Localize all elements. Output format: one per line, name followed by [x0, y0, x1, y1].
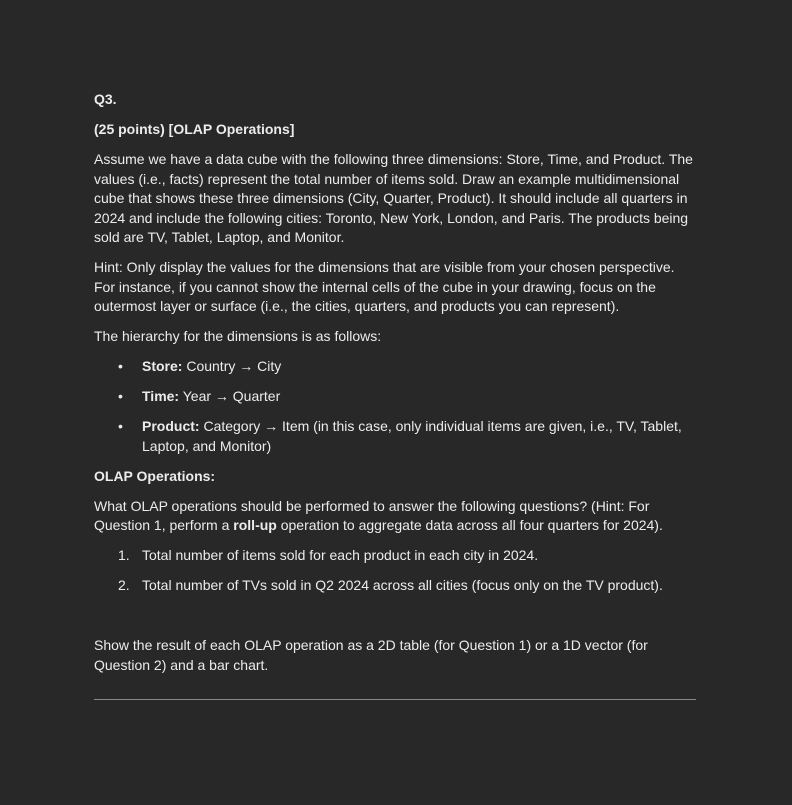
list-item [94, 357, 696, 377]
horizontal-divider [94, 699, 696, 700]
question-list-number: 2. [118, 577, 130, 593]
bullet-marker: • [118, 358, 123, 374]
bullet-marker: • [118, 388, 123, 404]
olap-prompt-after: operation to aggregate data across all four quarters for 2024). [276, 517, 663, 533]
question-list-number: 1. [118, 547, 130, 563]
hierarchy-label: Store: [142, 358, 183, 374]
list-item [94, 417, 696, 456]
question-intro: Assume we have a data cube with the following three dimensions: Store, Time, and Product. The values (i.e., facts) represent the total number of items sold. Draw an example multidimensional cube that shows these three dimensions (City, Quarter, Product). It should include all quarters in 2024 and include the following cities: Toronto, New York, London, and Paris. The products being sold are TV, Tablet, Laptop, and Monitor. [94, 151, 693, 245]
hierarchy-label: Time: [142, 388, 180, 404]
hierarchy-text: Country → City [182, 358, 282, 374]
hierarchy-label: Product: [142, 418, 200, 434]
document-page [94, 90, 696, 700]
olap-prompt-bold: roll-up [233, 517, 277, 533]
spacer [94, 606, 696, 636]
question-hint: Hint: Only display the values for the dimensions that are visible from your chosen perspective. For instance, if you cannot show the internal cells of the cube in your drawing, focus on the outermost layer or surface (i.e., the cities, quarters, and products you can represent). [94, 259, 675, 314]
list-item [94, 576, 696, 596]
olap-heading: OLAP Operations: [94, 467, 216, 484]
hierarchy-intro: The hierarchy for the dimensions is as follows: [94, 328, 382, 344]
hierarchy-text: Year → Quarter [179, 388, 281, 404]
closing-instruction: Show the result of each OLAP operation as a 2D table (for Question 1) or a 1D vector (for Question 2) and a bar chart. [94, 637, 648, 673]
question-number: Q3. [94, 91, 117, 107]
question-list-text: Total number of TVs sold in Q2 2024 across all cities (focus only on the TV product). [142, 577, 663, 593]
hierarchy-list [94, 357, 696, 456]
question-heading: (25 points) [OLAP Operations] [94, 121, 295, 137]
list-item [94, 387, 696, 407]
bullet-marker: • [118, 418, 123, 434]
olap-prompt [94, 497, 696, 536]
olap-prompt-before: What OLAP operations should be performed to answer the following questions? (Hint: For Question 1, perform a [94, 497, 650, 533]
list-item [94, 546, 696, 566]
question-list-text: Total number of items sold for each product in each city in 2024. [142, 547, 539, 563]
hierarchy-text: Category → Item (in this case, only individual items are given, i.e., TV, Tablet, Laptop, and Monitor) [142, 418, 682, 454]
question-list [94, 546, 696, 596]
